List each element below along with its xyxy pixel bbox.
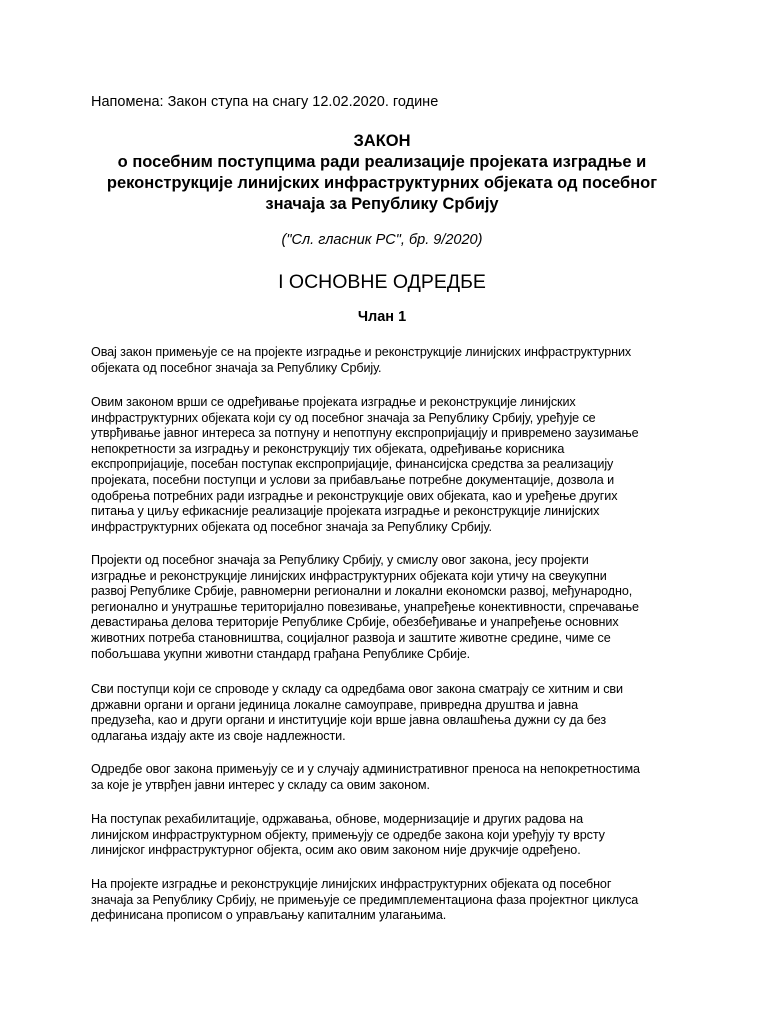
law-title-line: значаја за Републику Србију [265,195,499,213]
paragraph-line: линијског инфраструктурног објекта, осим ако овим законом није друкчије одређено. [91,843,581,858]
paragraph-line: Овим законом врши се одређивање пројеката изградње и реконструкције линијских [91,395,576,409]
paragraph [91,682,623,744]
paragraph-line: инфраструктурних објеката од посебног значаја за Републику Србију. [91,519,492,534]
paragraph [91,553,639,662]
paragraph [91,762,640,793]
paragraph-line: побољшава укупни животни стандард грађана Републике Србије. [91,646,471,661]
paragraph [91,345,631,376]
law-title-line: ЗАКОН [353,132,411,150]
paragraph-line: регионално и унутрашње територијално повезивање, унапређење конективности, спречавање [91,599,639,614]
gazette-reference: ("Сл. гласник РС", бр. 9/2020) [281,232,483,248]
paragraph [91,395,639,535]
article-heading: Члан 1 [357,309,407,325]
paragraph-line: одобрења потребних ради изградње и реконструкције ових објеката, као и уређење других [91,488,618,503]
paragraph-line: развој Републике Србије, равномерни регионални и локални економски развој, међународно, [91,584,633,599]
paragraph-line: предузећа, као и други органи и институције који врше јавна овлашћења дужни су да без [91,713,607,728]
paragraph-line: експропријације, посебан поступак експропријације, финансијска средства за реализацију [91,457,614,472]
paragraph-line: државни органи и органи јединица локалне самоуправе, привредна друштва и јавна [91,697,579,712]
paragraph-line: Одредбе овог закона примењују се и у случају административног преноса на непокретностима [91,762,640,776]
law-title-line: реконструкције линијских инфраструктурних објеката од посебног [106,174,658,192]
paragraph-line: Пројекти од посебног значаја за Републику Србију, у смислу овог закона, јесу пројекти [91,553,589,567]
paragraph-line: изградње и реконструкције линијских инфраструктурних објеката који утичу на свеукупни [91,568,607,583]
paragraph-line: Сви поступци који се спроводе у складу са одредбама овог закона сматрају се хитним и сви [91,682,623,696]
paragraph-line: животних потреба становништва, социјалног развоја и заштите животне средине, чиме се [91,630,611,645]
paragraph-line: одлагања издају акте из своје надлежности. [91,728,346,743]
paragraph-line: девастирања делова територије Републике Србије, обезбеђивање и унапређење основних [91,615,619,630]
paragraph-line: линијском инфраструктурном објекту, примењују се одредбе закона који уређују ту врсту [91,827,605,842]
paragraph-line: пројеката, посебни поступци и услови за прибављање потребне документације, дозвола и [91,472,615,487]
paragraph-line: инфраструктурних објеката који су од посебног значаја за Републику Србију, уређује се [91,410,596,425]
paragraph-line: На поступак рехабилитације, одржавања, обнове, модернизације и других радова на [91,812,583,826]
paragraph-line: На пројекте изградње и реконструкције линијских инфраструктурних објеката од посебног [91,877,612,891]
law-title [60,131,704,215]
paragraph-line: дефинисана прописом о управљању капиталним улагањима. [91,908,447,923]
paragraph-line: значаја за Републику Србију, не примењује се предимплементациона фаза пројектног циклуса [91,892,639,907]
law-title-line: о посебним поступцима ради реализације пројеката изградње и [117,153,647,171]
paragraph-line: непокретности за изградњу и реконструкцију тих објеката, одређивање корисника [91,441,565,456]
effective-date-note: Напомена: Закон ступа на снагу 12.02.2020. године [91,94,439,110]
paragraph-line: утврђивање јавног интереса за потпуну и непотпуну експропријацију и привремено заузимање [91,426,639,441]
paragraph-line: објеката од посебног значаја за Републику Србију. [91,360,382,375]
paragraph-line: питања у циљу ефикасније реализације пројеката изградње и реконструкције линијских [91,504,600,519]
paragraph-line: Овај закон примењује се на пројекте изградње и реконструкције линијских инфраструктурних [91,345,632,359]
section-heading: I ОСНОВНЕ ОДРЕДБЕ [278,271,486,293]
paragraph [91,812,605,859]
paragraph [91,877,638,924]
paragraph-line: за које је утврђен јавни интерес у складу са овим законом. [91,777,430,792]
